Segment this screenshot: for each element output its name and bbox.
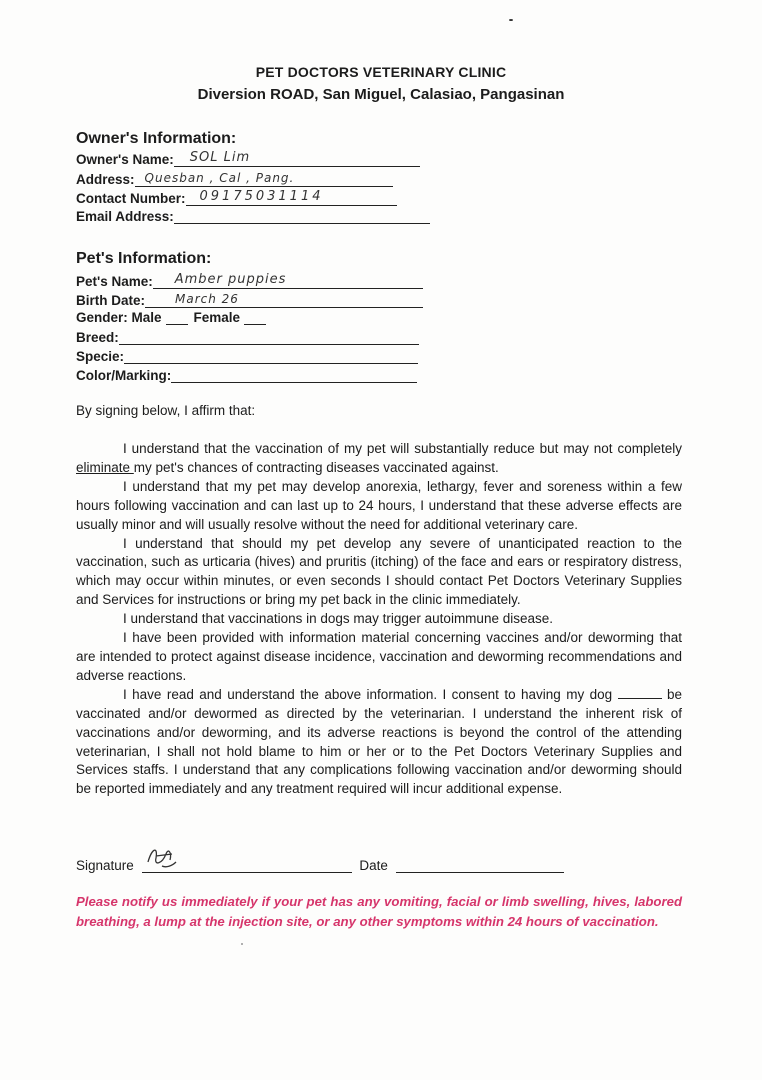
owner-address-label: Address: — [76, 172, 135, 187]
pet-name-label: Pet's Name: — [76, 274, 153, 289]
paragraph-autoimmune: I understand that vaccinations in dogs may trigger autoimmune disease. — [123, 611, 553, 627]
breed-field[interactable] — [76, 328, 419, 346]
male-blank[interactable] — [166, 310, 188, 325]
contact-number-label: Contact Number: — [76, 191, 186, 206]
signature-label: Signature — [76, 858, 134, 873]
paragraph-consent: I have read and understand the above information. I consent to having my dog be vaccinated and/or dewormed as directed by the veterinarian. I understand the inherent risk of vaccinations and/or deworming, and its adverse reactions is beyond the control of the attending veterinarian, I shall not hold blame to him or her or to the Pet Doctors Veterinary Supplies and Services staffs. I understand that any complications following vaccination and/or deworming should be reported immediately and any treatment required will incur additional expense. — [76, 686, 682, 797]
paragraph-vaccination-reduce: I understand that the vaccination of my pet will substantially reduce but may not completely eliminate my pet's chances of contracting diseases vaccinated against. — [76, 441, 682, 475]
scan-speck — [241, 943, 243, 945]
email-label: Email Address: — [76, 209, 174, 224]
pet-section-title: Pet's Information: — [76, 250, 212, 267]
contact-number-field[interactable] — [76, 189, 397, 207]
email-field[interactable] — [76, 207, 430, 225]
paragraph-information-material: I have been provided with information material concerning vaccines and/or deworming that are intended to protect against disease incidence, vaccination and deworming recommendations and adverse reactions. — [76, 630, 682, 683]
pet-name-value: Amber puppies — [174, 272, 287, 287]
affirmation-intro: By signing below, I affirm that: — [76, 403, 256, 418]
owner-section-title: Owner's Information: — [76, 130, 237, 147]
dog-name-blank[interactable] — [618, 686, 662, 699]
consent-body — [76, 440, 682, 799]
specie-label: Specie: — [76, 349, 125, 364]
birth-date-label: Birth Date: — [76, 293, 146, 308]
signature-line[interactable] — [142, 856, 352, 873]
gender-male-label: Gender: Male — [76, 310, 162, 325]
birth-date-field[interactable] — [76, 291, 423, 309]
contact-number-value: 09175031114 — [199, 189, 324, 204]
paragraph-side-effects: I understand that my pet may develop anorexia, lethargy, fever and soreness within a few hours following vaccination and can last up to 24 hours, I understand that these adverse effects are usually minor and will usually resolve without the need for additional veterinary care. — [76, 478, 682, 532]
pet-name-field[interactable] — [76, 272, 423, 290]
clinic-name: PET DOCTORS VETERINARY CLINIC — [255, 64, 507, 80]
gender-female-label: Female — [193, 310, 241, 325]
post-vaccination-notice: Please notify us immediately if your pet has any vomiting, facial or limb swelling, hives, labored breathing, a lump at the injection site, or any other symptoms within 24 hours of vaccination. — [76, 894, 682, 929]
birth-date-value: March 26 — [175, 292, 239, 306]
signature-scribble-icon — [142, 842, 182, 870]
signature-row — [76, 856, 564, 873]
owner-name-field[interactable] — [76, 150, 420, 168]
clinic-address: Diversion ROAD, San Miguel, Calasiao, Pangasinan — [197, 86, 565, 103]
color-marking-label: Color/Marking: — [76, 368, 172, 383]
female-blank[interactable] — [244, 310, 266, 325]
gender-field[interactable] — [76, 310, 272, 328]
owner-address-field[interactable] — [76, 170, 393, 188]
date-line[interactable] — [396, 856, 564, 873]
specie-field[interactable] — [76, 347, 418, 365]
scan-speck — [509, 19, 513, 21]
color-marking-field[interactable] — [76, 366, 417, 384]
breed-label: Breed: — [76, 330, 119, 345]
date-label: Date — [359, 858, 388, 873]
paragraph-severe-reaction: I understand that should my pet develop any severe of unanticipated reaction to the vaccination, such as urticaria (hives) and pruritis (itching) of the face and ears or respiratory distress, which may occur within minutes, or even seconds I should contact Pet Doctors Veterinary Supplies and Services for instructions or bring my pet back in the clinic immediately. — [76, 535, 682, 608]
owner-name-label: Owner's Name: — [76, 152, 174, 167]
owner-name-value: SOL Lim — [189, 150, 251, 165]
owner-address-value: Quesban , Cal , Pang. — [144, 171, 295, 185]
